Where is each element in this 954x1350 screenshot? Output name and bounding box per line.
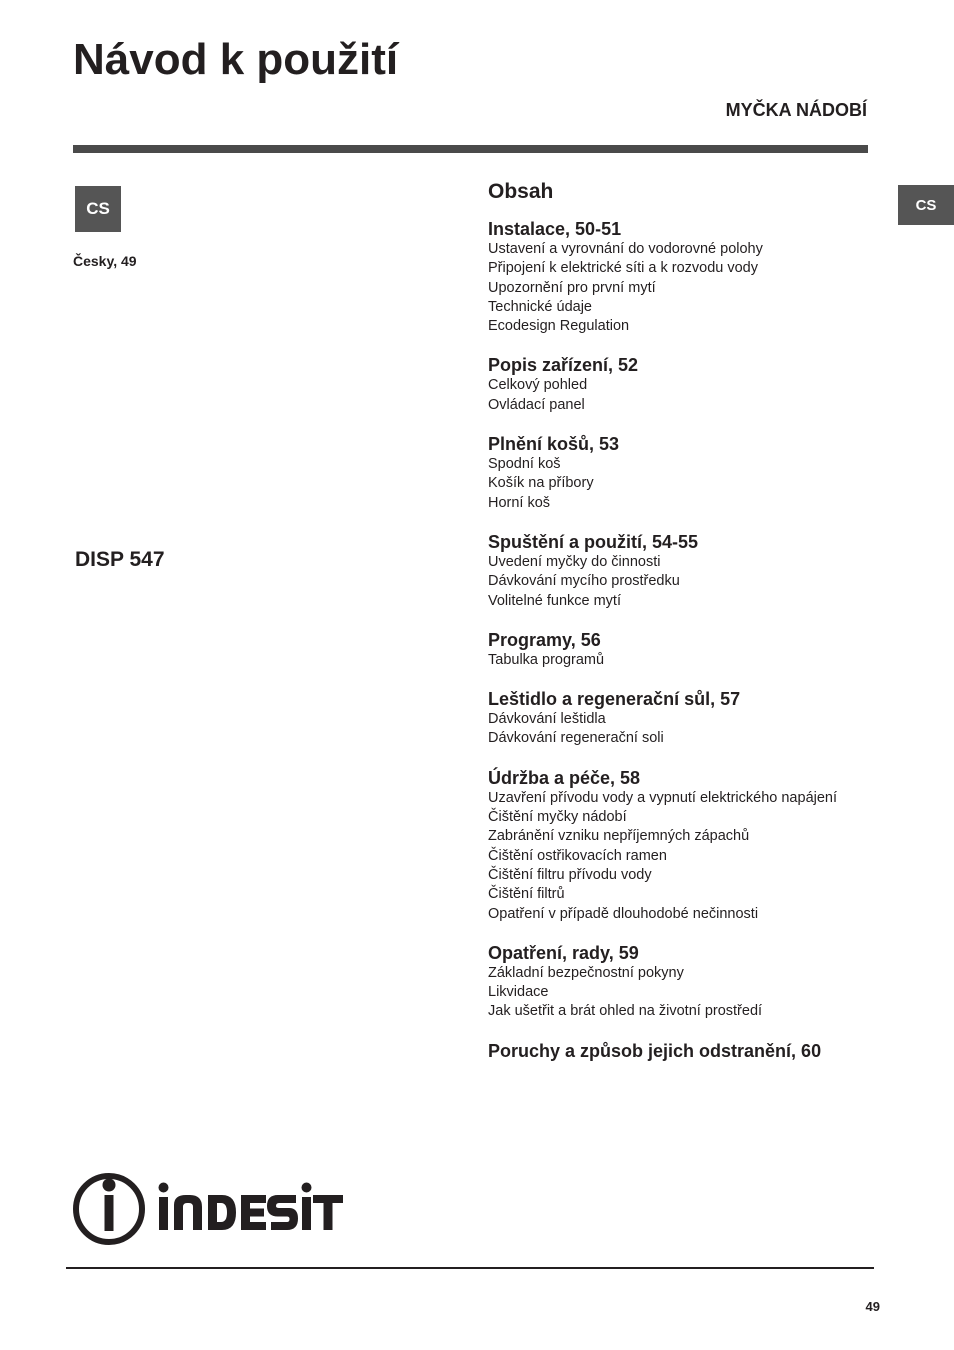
toc-section-title: Opatření, rady, 59	[488, 942, 639, 963]
toc-item: Celkový pohled	[488, 377, 588, 394]
header-divider	[73, 145, 868, 153]
toc-item: Upozornění pro první mytí	[488, 279, 656, 296]
toc-item: Likvidace	[488, 984, 549, 1001]
toc-section	[488, 767, 888, 924]
footer-divider	[66, 1267, 874, 1269]
indesit-logo	[73, 1172, 345, 1246]
toc-item: Ovládací panel	[488, 396, 585, 413]
toc-section-title: Plnění košů, 53	[488, 434, 620, 455]
toc-item: Čištění ostřikovacích ramen	[488, 847, 667, 864]
page-title: Návod k použití	[73, 35, 399, 84]
toc-section-title: Leštidlo a regenerační sůl, 57	[488, 689, 741, 710]
toc-item: Čištění filtrů	[488, 886, 565, 903]
toc-item: Ustavení a vyrovnání do vodorovné polohy	[488, 241, 763, 257]
model-number: DISP 547	[75, 548, 165, 571]
toc-section-title: Poruchy a způsob jejich odstranění, 60	[488, 1040, 822, 1061]
toc-item: Uzavření přívodu vody a vypnutí elektrického napájení	[488, 789, 838, 806]
toc-item: Jak ušetřit a brát ohled na životní prostředí	[488, 1003, 763, 1020]
toc-item: Dávkování mycího prostředku	[488, 573, 680, 590]
toc-section	[488, 629, 888, 670]
language-badge: CS	[75, 186, 121, 232]
toc-item: Základní bezpečnostní pokyny	[488, 964, 684, 981]
toc-item: Opatření v případě dlouhodobé nečinnosti	[488, 905, 759, 922]
table-of-contents	[488, 178, 888, 1080]
toc-section-title: Údržba a péče, 58	[488, 767, 641, 788]
toc-item: Čištění filtru přívodu vody	[488, 866, 652, 883]
toc-item: Spodní koš	[488, 456, 561, 473]
toc-item: Volitelné funkce mytí	[488, 592, 621, 609]
toc-section	[488, 433, 888, 513]
toc-item: Zabránění vzniku nepříjemných zápachů	[488, 828, 750, 845]
language-page-reference: Česky, 49	[73, 253, 137, 269]
toc-item: Čištění myčky nádobí	[488, 809, 627, 826]
toc-section	[488, 1040, 888, 1062]
toc-item: Technické údaje	[488, 298, 592, 315]
toc-item: Dávkování regenerační soli	[488, 730, 664, 747]
language-tab[interactable]: CS	[898, 185, 954, 225]
toc-section	[488, 354, 888, 415]
product-category: MYČKA NÁDOBÍ	[725, 100, 867, 120]
toc-section	[488, 218, 888, 336]
toc-item: Košík na příbory	[488, 475, 594, 492]
indesit-wordmark	[159, 1183, 344, 1231]
toc-item: Ecodesign Regulation	[488, 318, 630, 335]
toc-section	[488, 688, 888, 749]
toc-section-title: Popis zařízení, 52	[488, 355, 639, 376]
toc-section-title: Instalace, 50-51	[488, 219, 622, 239]
toc-section-title: Spuštění a použití, 54-55	[488, 531, 699, 552]
toc-section-title: Programy, 56	[488, 629, 601, 650]
toc-item: Tabulka programů	[488, 651, 605, 668]
toc-item: Dávkování leštidla	[488, 711, 606, 728]
indesit-i-emblem-icon	[76, 1176, 142, 1242]
toc-item: Uvedení myčky do činnosti	[488, 553, 661, 570]
page-number: 49	[865, 1299, 880, 1314]
toc-item: Horní koš	[488, 494, 551, 511]
toc-item: Připojení k elektrické síti a k rozvodu vody	[488, 260, 758, 277]
toc-heading: Obsah	[488, 180, 554, 203]
toc-section	[488, 531, 888, 611]
toc-section	[488, 942, 888, 1022]
